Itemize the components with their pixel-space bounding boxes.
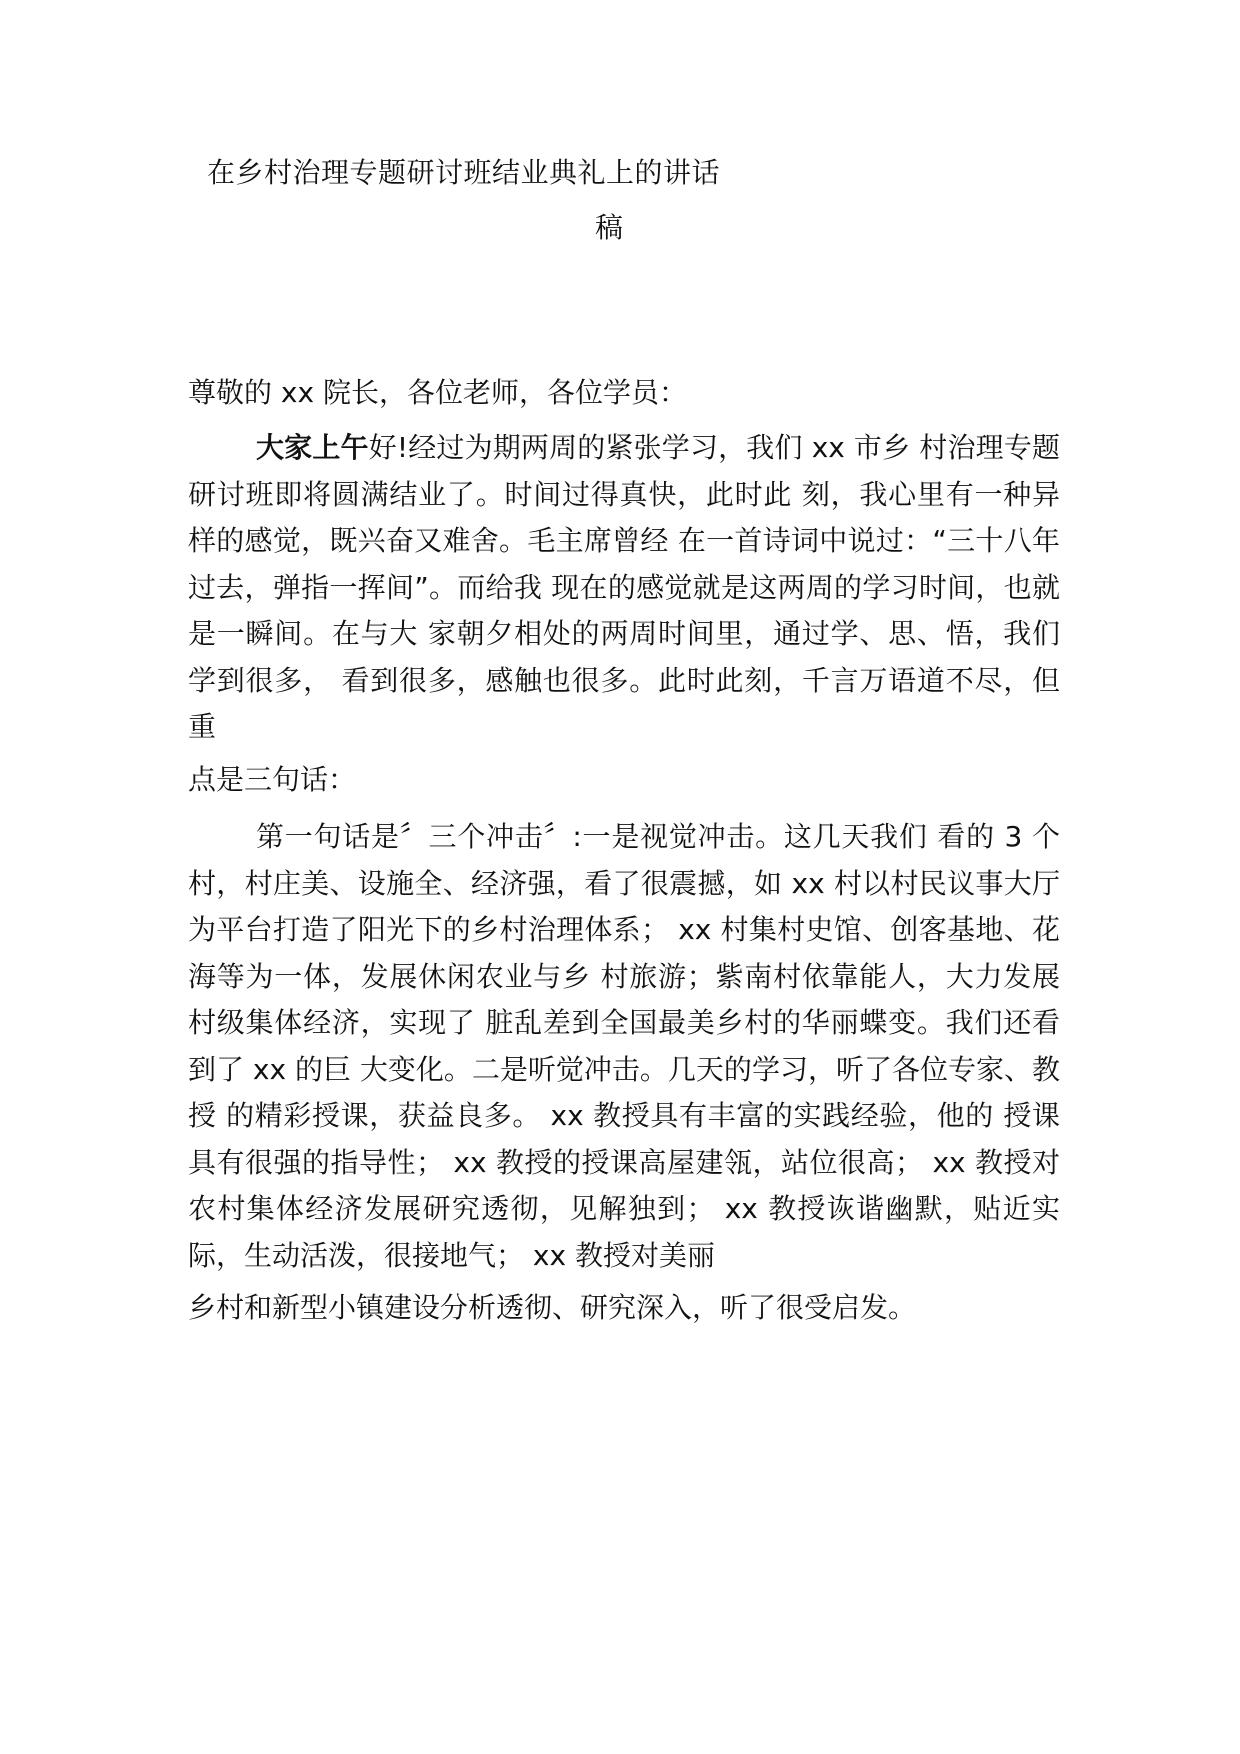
salutation: 尊敬的 xx 院长，各位老师，各位学员： [188, 376, 687, 409]
paragraph-first-point: 第一句话是〞三个冲击〞:一是视觉冲击。这几天我们 看的 3 个村，村庄美、设施全、经济强，看了很震撼，如 xx 村以村民议事大厅为平台打造了阳光下的乡村治理体系； xx 村集村史馆、创客基地、花海等为一体，发展休闲农业与乡 村旅游；紫南村依靠能人，大力发展村级集体经济，实现了 脏乱差到全国最美乡村的华丽蝶变。我们还看到了 xx 的巨 大变化。二是听觉冲击。几天的学习，听了各位专家、教授 的精彩授课，获益良多。 xx 教授具有丰富的实践经验，他的 授课具有很强的指导性； xx 教授的授课高屋建瓴，站位很高； xx 教授对农村集体经济发展研究透彻，见解独到； xx 教授诙谐幽默，贴近实际，生动活泼，很接地气； xx 教授对美丽 [188, 820, 1060, 1272]
paragraph-opening-continuation: 点是三句话： [188, 763, 357, 796]
paragraph-opening-text: 好!经过为期两周的紧张学习，我们 xx 市乡 村治理专题研讨班即将圆满结业了。时间过得真快，此时此 刻，我心里有一种异样的感觉，既兴奋又难舍。毛主席曾经 在一首诗词中说过：“三十八年过去，弹指一挥间”。而给我 现在的感觉就是这两周的学习时间，也就是一瞬间。在与大 家朝夕相处的两周时间里，通过学、思、悟，我们学到很多， 看到很多，感触也很多。此时此刻，千言万语道不尽，但重 [188, 431, 1060, 743]
document-title-continuation: 稿 [595, 211, 624, 244]
paragraph-opening-lead: 大家上午 [256, 431, 369, 464]
document-title: 在乡村治理专题研讨班结业典礼上的讲话 [207, 156, 721, 189]
paragraph-first-point-continuation: 乡村和新型小镇建设分析透彻、研究深入，听了很受启发。 [188, 1291, 917, 1324]
paragraph-opening [188, 425, 1060, 751]
